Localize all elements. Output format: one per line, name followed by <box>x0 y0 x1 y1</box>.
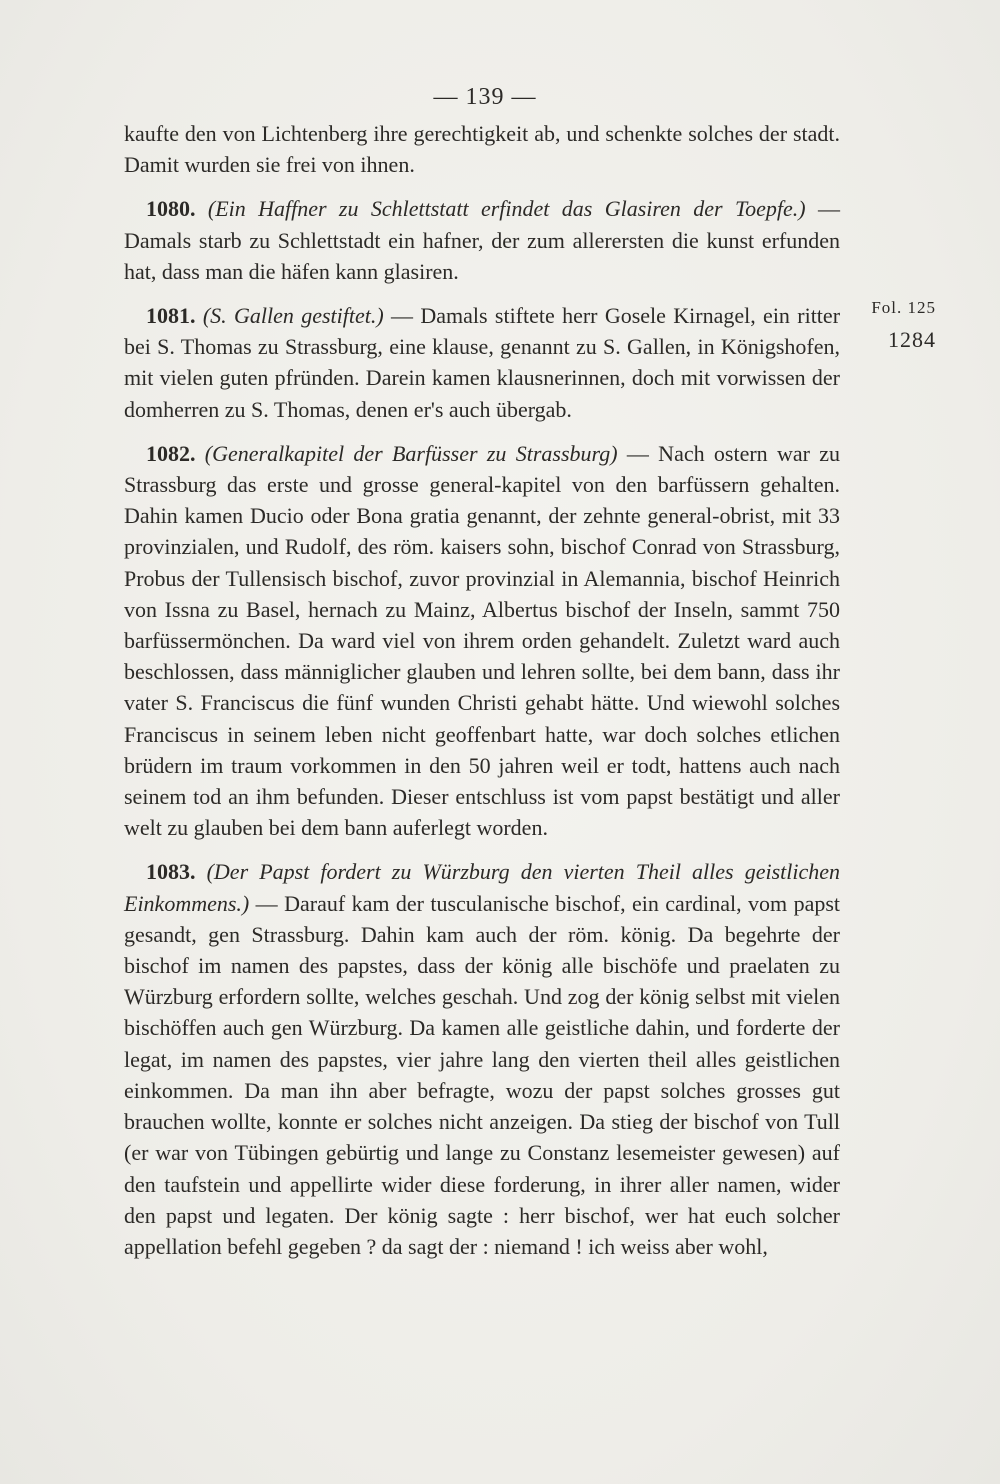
page-number: — 139 — <box>433 84 537 110</box>
entry-number: 1083. <box>146 859 196 885</box>
entry-1081 <box>124 300 840 425</box>
entry-number: 1080. <box>146 196 196 222</box>
entry-1082 <box>124 438 840 844</box>
entry-heading: (Ein Haffner zu Schlettstatt erfindet das Glasiren der Toepfe.) <box>207 196 806 222</box>
entry-heading: (Der Papst fordert zu Würzburg den vierten Theil alles geistlichen Einkommens.) <box>124 859 840 916</box>
body-text <box>124 118 840 1275</box>
margin-year-note: 1284 <box>888 327 936 352</box>
entry-number: 1081. <box>146 303 196 329</box>
entry-heading: (S. Gallen gestiftet.) <box>202 303 384 329</box>
entry-text: — Damals starb zu Schlettstadt ein hafner, der zum allerersten die kunst erfunden hat, dass man die häfen kann glasiren. <box>124 196 841 284</box>
entry-text: — Damals stiftete herr Gosele Kirnagel, ein ritter bei S. Thomas zu Strassburg, eine klause, genannt zu S. Gallen, in Königshofen, mit vielen guten pfründen. Darein kamen klausnerinnen, doch mit vorwissen der domherren zu S. Thomas, denen er's auch übergab. <box>124 303 841 422</box>
paragraph-continuation <box>124 118 840 180</box>
entry-text: — Darauf kam der tusculanische bischof, ein cardinal, vom papst gesandt, gen Strassburg. Dahin kam auch der röm. könig. Da begehrte der bischof im namen des papstes, dass der könig alle bischöfe und praelaten zu Würzburg erfordern sollte, welches geschah. Und zog der könig selbst mit vielen bischöffen auch gen Würzburg. Da kamen alle geistliche dahin, und forderte der legat, im namen des papstes, vier jahre lang den vierten theil alles geistlichen einkommen. Da man ihn aber befragte, wozu der papst solches grosses gut brauchen wollte, konnte er solches nicht anzeigen. Da stieg der bischof von Tull (er war von Tübingen gebürtig und lange zu Constanz lesemeister gewesen) auf den taufstein und appellirte wider diese forderung, in ihrer aller namen, wider den papst und legaten. Der könig sagte : herr bischof, wer hat euch solcher appellation befehl gegeben ? da sagt der : niemand ! ich weiss aber wohl, <box>124 890 841 1259</box>
entry-text: — Nach ostern war zu Strassburg das erste und grosse general-kapitel von den barfüssern gehalten. Dahin kamen Ducio oder Bona gratia genannt, der zehnte general-obrist, mit 33 provinzialen, und Rudolf, des röm. kaisers sohn, bischof Conrad von Strassburg, Probus der Tullensisch bischof, zuvor provinzial in Alemannia, bischof Heinrich von Issna zu Basel, hernach zu Mainz, Albertus bischof der Inseln, sammt 750 barfüssermönchen. Da ward viel von ihrem orden gehandelt. Zuletzt ward auch beschlossen, dass männiglicher glauben und lehren sollte, bei dem bann, dass ihr vater S. Franciscus die fünf wunden Christi gehabt hätte. Und wiewohl solches Franciscus in seinem leben nicht geoffenbart hatte, war doch solches etlichen brüdern im traum vorkommen in den 50 jahren weil er todt, hattens auch nach seinem tod an ihm befunden. Dieser entschluss ist vom papst bestätigt und aller welt zu glauben bei dem bann auferlegt worden. <box>124 440 840 841</box>
margin-folio-note: Fol. 125 <box>871 298 936 317</box>
entry-heading: (Generalkapitel der Barfüsser zu Strassburg) <box>204 440 618 466</box>
entry-1083 <box>124 856 840 1262</box>
entry-number: 1082. <box>146 440 196 466</box>
entry-1080 <box>124 193 840 287</box>
paragraph-text: kaufte den von Lichtenberg ihre gerechtigkeit ab, und schenkte solches der stadt. Damit wurden sie frei von ihnen. <box>124 121 840 178</box>
